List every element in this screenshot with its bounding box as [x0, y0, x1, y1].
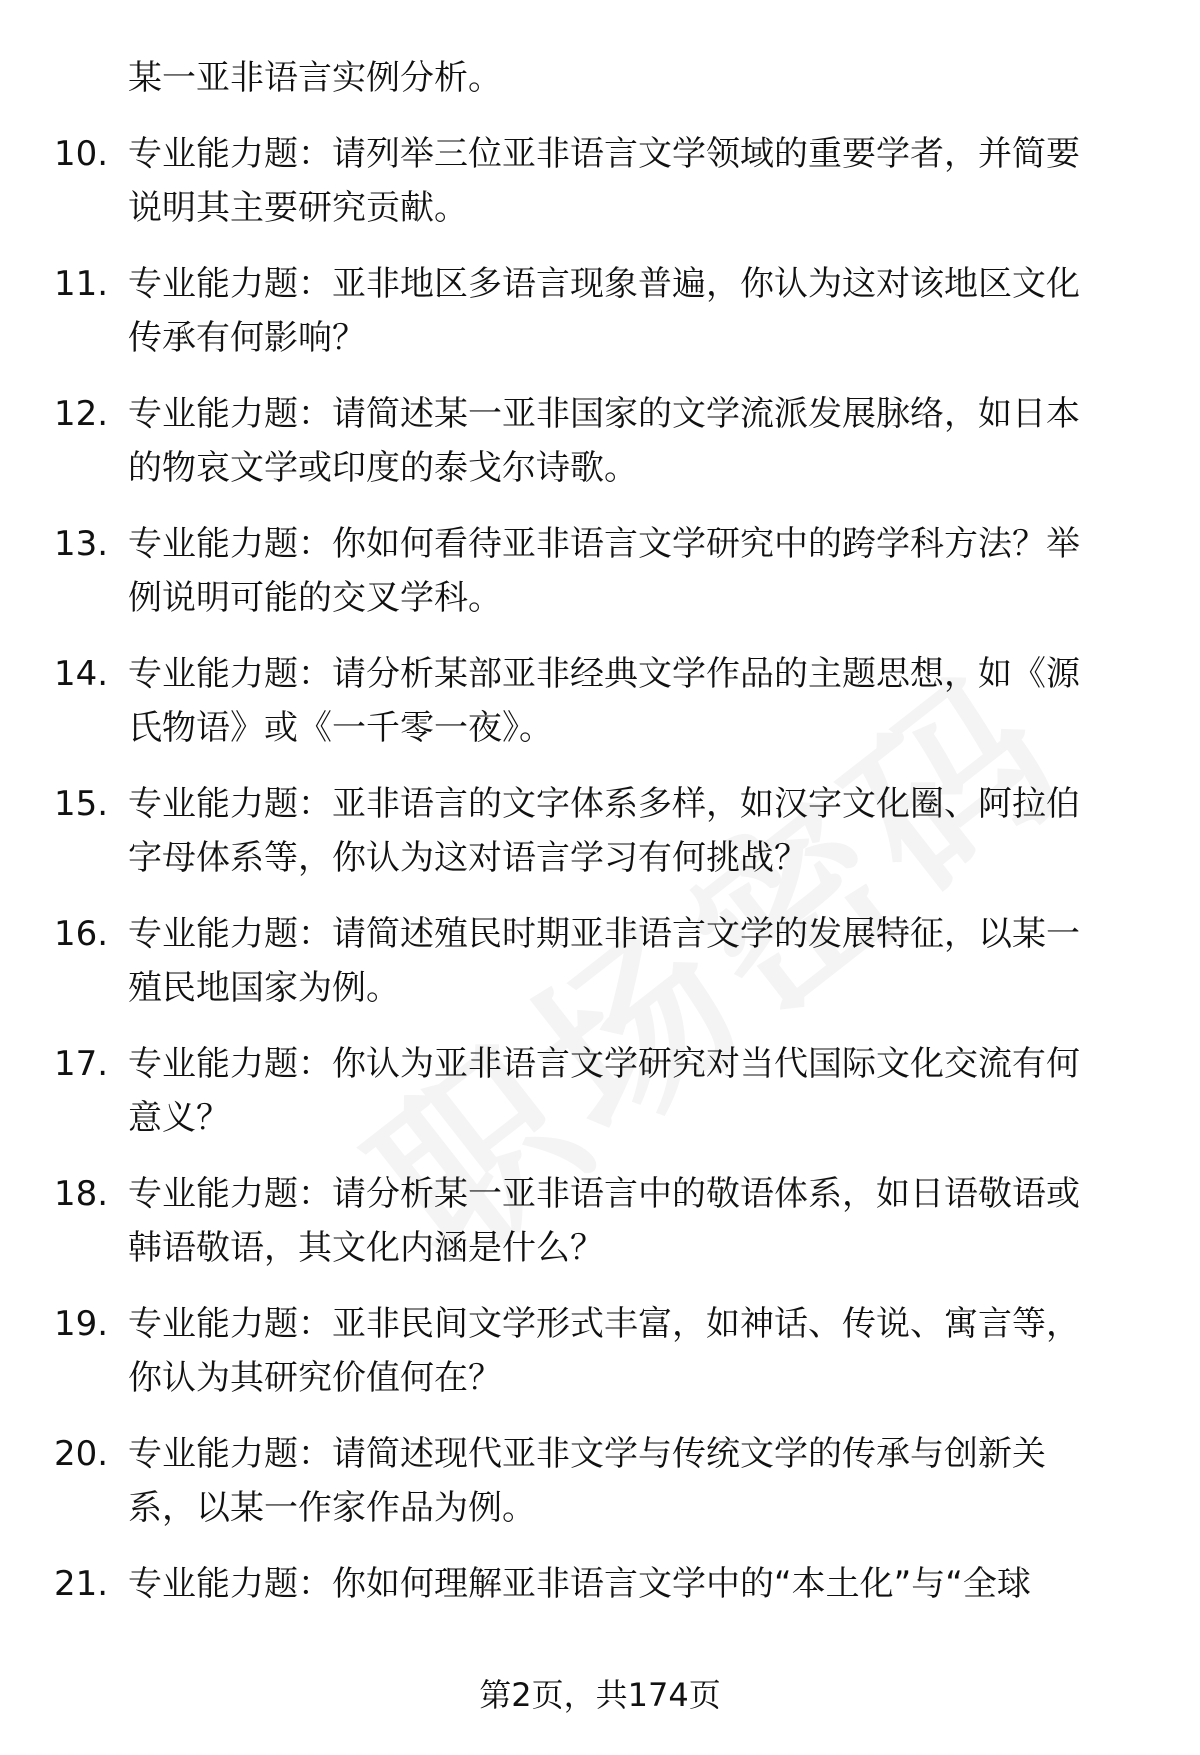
item-number: 19.: [54, 1304, 109, 1344]
item-number: 14.: [54, 654, 109, 694]
item-number: 13.: [54, 524, 109, 564]
item-text-line: 专业能力题：亚非语言的文字体系多样，如汉字文化圈、阿拉伯: [128, 784, 1080, 824]
list-item: [0, 1168, 1200, 1274]
item-number: 10.: [54, 134, 109, 174]
list-item: [0, 778, 1200, 884]
list-item: [0, 1428, 1200, 1534]
item-text-line: 的物哀文学或印度的泰戈尔诗歌。: [128, 448, 638, 488]
list-item: [0, 908, 1200, 1014]
continuation-line: 某一亚非语言实例分析。: [128, 58, 502, 98]
item-number: 12.: [54, 394, 109, 434]
list-item: [0, 258, 1200, 364]
item-text-line: 例说明可能的交叉学科。: [128, 578, 502, 618]
item-text-line: 专业能力题：请简述殖民时期亚非语言文学的发展特征，以某一: [128, 914, 1080, 954]
list-item: [0, 518, 1200, 624]
item-text-line: 系，以某一作家作品为例。: [128, 1488, 536, 1528]
item-text-line: 传承有何影响？: [128, 318, 366, 358]
item-text-line: 专业能力题：请分析某部亚非经典文学作品的主题思想，如《源: [128, 654, 1080, 694]
item-text-line: 专业能力题：请分析某一亚非语言中的敬语体系，如日语敬语或: [128, 1174, 1080, 1214]
item-number: 11.: [54, 264, 109, 304]
list-item: [0, 1558, 1200, 1610]
question-list: [0, 52, 1200, 1610]
item-text-line: 专业能力题：亚非地区多语言现象普遍，你认为这对该地区文化: [128, 264, 1080, 304]
item-text-line: 氏物语》或《一千零一夜》。: [128, 708, 553, 748]
item-number: 20.: [54, 1434, 109, 1474]
item-text-line: 专业能力题：你认为亚非语言文学研究对当代国际文化交流有何: [128, 1044, 1080, 1084]
page-footer: 第2页，共174页: [479, 1676, 721, 1714]
item-text-line: 专业能力题：请简述某一亚非国家的文学流派发展脉络，如日本: [128, 394, 1080, 434]
item-text-line: 专业能力题：你如何看待亚非语言文学研究中的跨学科方法？举: [128, 524, 1080, 564]
item-text-line: 字母体系等，你认为这对语言学习有何挑战？: [128, 838, 808, 878]
item-text-line: 韩语敬语，其文化内涵是什么？: [128, 1228, 604, 1268]
item-text-line: 专业能力题：亚非民间文学形式丰富，如神话、传说、寓言等，: [128, 1304, 1080, 1344]
list-item: [0, 128, 1200, 234]
item-number: 18.: [54, 1174, 109, 1214]
list-item: [0, 648, 1200, 754]
item-text-line: 说明其主要研究贡献。: [128, 188, 468, 228]
item-text-line: 意义？: [128, 1098, 230, 1138]
list-item: [0, 1298, 1200, 1404]
item-text-line: 专业能力题：你如何理解亚非语言文学中的“本土化”与“全球: [128, 1564, 1031, 1604]
item-number: 17.: [54, 1044, 109, 1084]
item-text-line: 你认为其研究价值何在？: [128, 1358, 502, 1398]
list-item: [0, 388, 1200, 494]
item-number: 15.: [54, 784, 109, 824]
item-text-line: 专业能力题：请简述现代亚非文学与传统文学的传承与创新关: [128, 1434, 1046, 1474]
list-item: [0, 1038, 1200, 1144]
item-text-line: 殖民地国家为例。: [128, 968, 400, 1008]
item-number: 21.: [54, 1564, 109, 1604]
item-number: 16.: [54, 914, 109, 954]
item-text-line: 专业能力题：请列举三位亚非语言文学领域的重要学者，并简要: [128, 134, 1080, 174]
